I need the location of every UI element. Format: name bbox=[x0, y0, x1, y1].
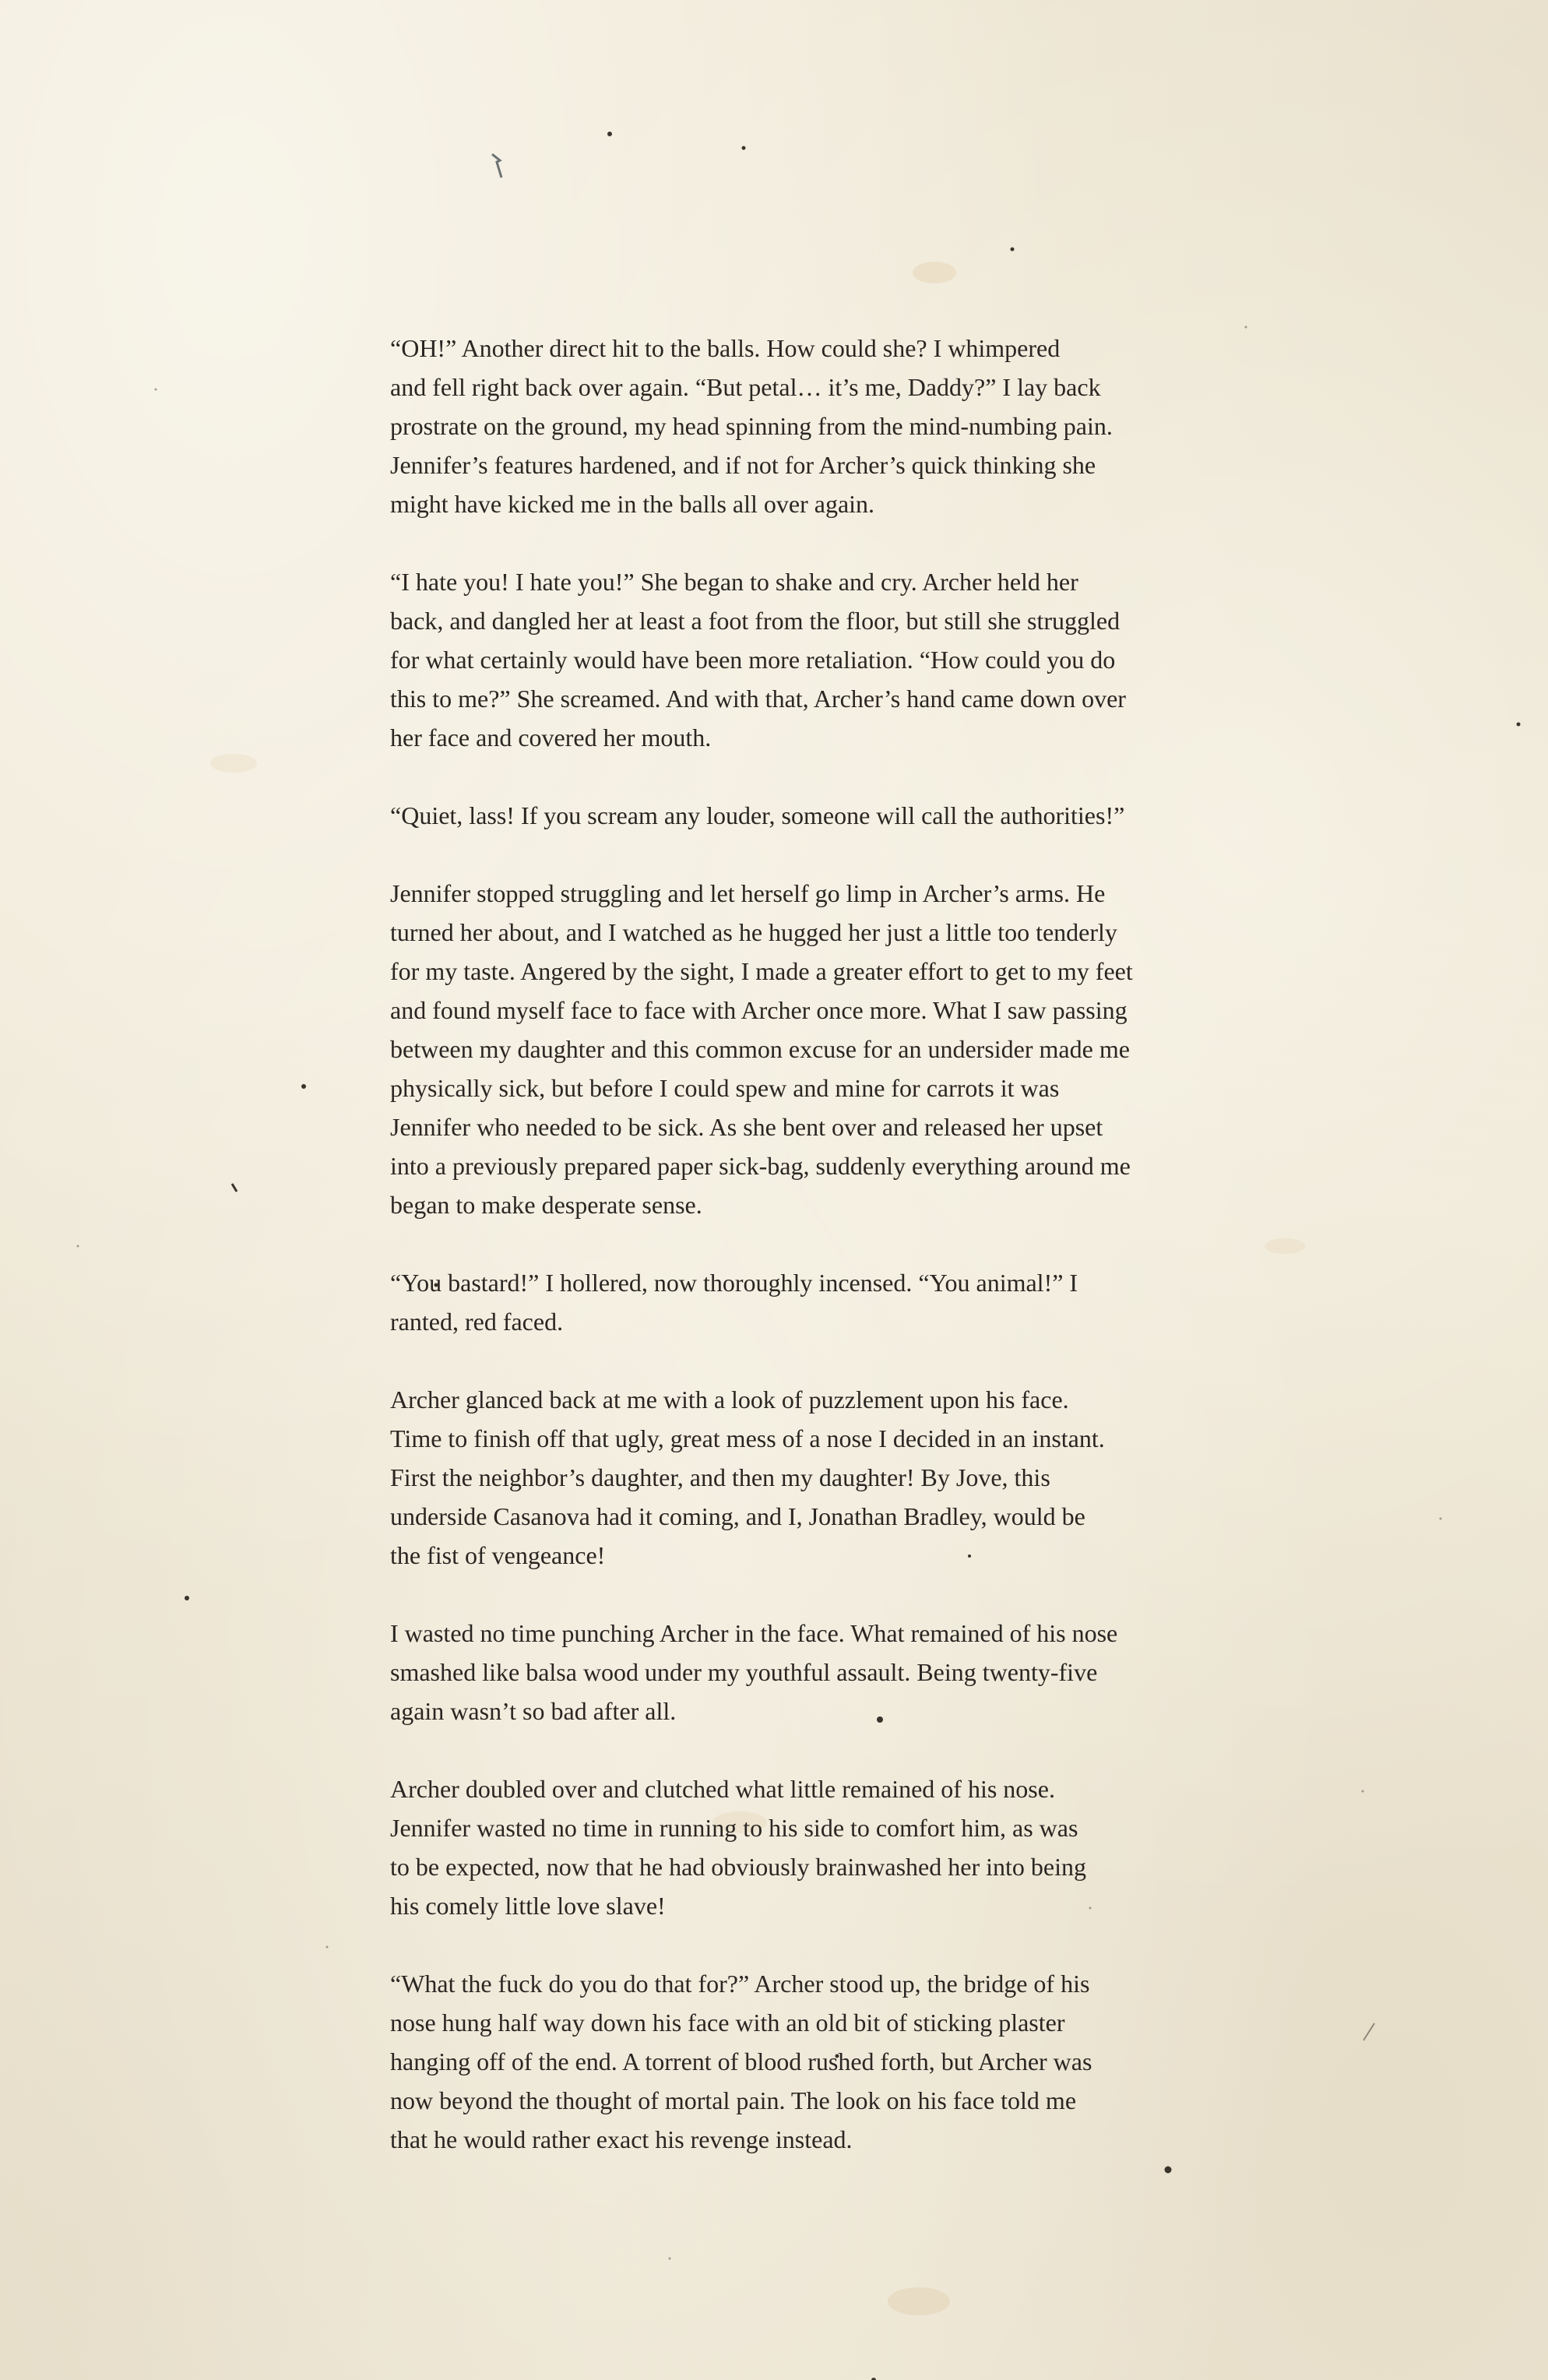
text-line: might have kicked me in the balls all over again. bbox=[390, 490, 875, 518]
text-line: for what certainly would have been more retaliation. “How could you do bbox=[390, 646, 1116, 674]
paragraph bbox=[390, 1614, 1254, 1730]
text-line: “I hate you! I hate you!” She began to shake and cry. Archer held her bbox=[390, 568, 1078, 596]
text-line: began to make desperate sense. bbox=[390, 1191, 702, 1219]
paragraph bbox=[390, 1769, 1254, 1925]
text-line: “What the fuck do you do that for?” Archer stood up, the bridge of his bbox=[390, 1970, 1090, 1998]
text-line: to be expected, now that he had obviously brainwashed her into being bbox=[390, 1853, 1086, 1881]
text-line: Jennifer wasted no time in running to his side to comfort him, as was bbox=[390, 1814, 1078, 1842]
paragraph bbox=[390, 874, 1254, 1224]
text-line: physically sick, but before I could spew and mine for carrots it was bbox=[390, 1074, 1060, 1102]
text-line: “OH!” Another direct hit to the balls. How could she? I whimpered bbox=[390, 334, 1061, 362]
paragraph bbox=[390, 329, 1254, 523]
text-line: Archer glanced back at me with a look of puzzlement upon his face. bbox=[390, 1385, 1069, 1414]
text-line: his comely little love slave! bbox=[390, 1892, 666, 1920]
text-line: and found myself face to face with Archer once more. What I saw passing bbox=[390, 996, 1128, 1024]
text-line: Jennifer stopped struggling and let herself go limp in Archer’s arms. He bbox=[390, 879, 1106, 907]
text-line: Time to finish off that ugly, great mess of a nose I decided in an instant. bbox=[390, 1424, 1105, 1452]
text-line: Jennifer who needed to be sick. As she bent over and released her upset bbox=[390, 1113, 1103, 1141]
text-line: “Quiet, lass! If you scream any louder, someone will call the authorities!” bbox=[390, 801, 1125, 829]
paragraph bbox=[390, 1964, 1254, 2159]
text-line: underside Casanova had it coming, and I, Jonathan Bradley, would be bbox=[390, 1502, 1085, 1530]
text-line: her face and covered her mouth. bbox=[390, 724, 712, 752]
text-line: hanging off of the end. A torrent of blood rushed forth, but Archer was bbox=[390, 2047, 1092, 2075]
text-line: and fell right back over again. “But petal… it’s me, Daddy?” I lay back bbox=[390, 373, 1101, 401]
text-line: this to me?” She screamed. And with that, Archer’s hand came down over bbox=[390, 685, 1126, 713]
text-line: again wasn’t so bad after all. bbox=[390, 1697, 677, 1725]
text-line: “You bastard!” I hollered, now thoroughly incensed. “You animal!” I bbox=[390, 1269, 1078, 1297]
text-line: that he would rather exact his revenge instead. bbox=[390, 2125, 853, 2153]
text-line: prostrate on the ground, my head spinning from the mind-numbing pain. bbox=[390, 412, 1113, 440]
paragraph bbox=[390, 1263, 1254, 1341]
text-line: into a previously prepared paper sick-bag, suddenly everything around me bbox=[390, 1152, 1131, 1180]
text-line: I wasted no time punching Archer in the face. What remained of his nose bbox=[390, 1619, 1118, 1647]
text-line: back, and dangled her at least a foot from the floor, but still she struggled bbox=[390, 607, 1121, 635]
paragraph bbox=[390, 1380, 1254, 1575]
text-line: for my taste. Angered by the sight, I made a greater effort to get to my feet bbox=[390, 957, 1133, 985]
text-line: Jennifer’s features hardened, and if not for Archer’s quick thinking she bbox=[390, 451, 1096, 479]
text-line: between my daughter and this common excuse for an undersider made me bbox=[390, 1035, 1130, 1063]
text-line: First the neighbor’s daughter, and then my daughter! By Jove, this bbox=[390, 1463, 1050, 1491]
document-body bbox=[390, 329, 1254, 2198]
text-line: Archer doubled over and clutched what little remained of his nose. bbox=[390, 1775, 1055, 1803]
paragraph bbox=[390, 562, 1254, 757]
text-line: now beyond the thought of mortal pain. The look on his face told me bbox=[390, 2086, 1077, 2114]
text-line: ranted, red faced. bbox=[390, 1308, 564, 1336]
text-line: smashed like balsa wood under my youthful assault. Being twenty-five bbox=[390, 1658, 1098, 1686]
text-line: nose hung half way down his face with an old bit of sticking plaster bbox=[390, 2009, 1065, 2037]
text-line: the fist of vengeance! bbox=[390, 1541, 606, 1569]
paragraph bbox=[390, 796, 1254, 835]
text-line: turned her about, and I watched as he hugged her just a little too tenderly bbox=[390, 918, 1117, 946]
